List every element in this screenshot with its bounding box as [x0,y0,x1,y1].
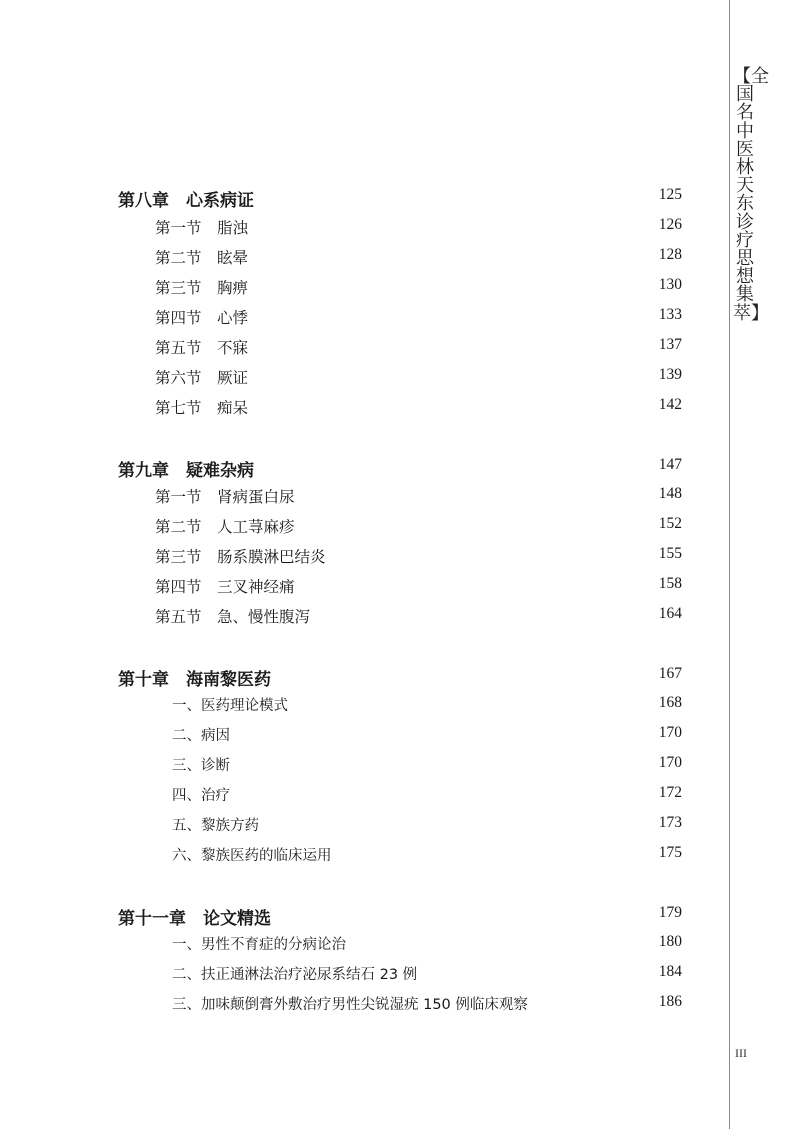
toc-section [0,272,729,302]
toc-section [0,362,729,392]
toc-entry-page: 168 [658,694,682,711]
toc-item [0,989,729,1019]
toc-entry-title: 第二节 人工荨麻疹 [155,518,295,536]
toc-entry-page: 133 [658,306,682,323]
toc-section [0,481,729,511]
toc-entry-title: 第三节 肠系膜淋巴结炎 [155,548,326,566]
toc-entry-title: 第十章 海南黎医药 [118,670,271,690]
toc-entry-page: 148 [658,485,682,502]
toc-item [0,780,729,810]
toc-section [0,212,729,242]
toc-entry-page: 152 [658,515,682,532]
toc-section [0,332,729,362]
toc-entry-title: 第二节 眩晕 [155,249,249,267]
toc-entry-page: 175 [658,844,682,861]
toc-item [0,959,729,989]
toc-section [0,601,729,631]
toc-entry-title: 六、黎族医药的临床运用 [172,848,332,864]
margin-divider-line [729,0,730,1129]
toc-item [0,690,729,720]
toc-entry-title: 二、病因 [172,728,230,744]
toc-entry-page: 170 [658,724,682,741]
toc-item [0,720,729,750]
toc-entry-title: 第一节 肾病蛋白尿 [155,488,295,506]
toc-section [0,571,729,601]
toc-entry-title: 第九章 疑难杂病 [118,461,254,481]
toc-entry-title: 五、黎族方药 [172,818,259,834]
toc-entry-title: 第四节 三叉神经痛 [155,578,295,596]
toc-entry-title: 四、治疗 [172,788,230,804]
toc-entry-page: 142 [658,396,682,413]
toc-entry-title: 第十一章 论文精选 [118,909,271,929]
toc-entry-page: 184 [658,963,682,980]
toc-item [0,750,729,780]
toc-entry-page: 130 [658,276,682,293]
toc-entry-page: 173 [658,814,682,831]
toc-entry-title: 第七节 痴呆 [155,399,249,417]
toc-section [0,242,729,272]
toc-entry-page: 126 [658,216,682,233]
toc-entry-page: 164 [658,605,682,622]
toc-chapter [0,452,729,482]
toc-entry-title: 二、扶正通淋法治疗泌尿系结石 23 例 [172,967,418,983]
toc-entry-title: 第五节 不寐 [155,339,249,357]
toc-section [0,302,729,332]
toc-entry-page: 139 [658,366,682,383]
toc-entry-title: 一、医药理论模式 [172,698,288,714]
toc-entry-page: 155 [658,545,682,562]
toc-section [0,541,729,571]
page-number: III [735,1046,747,1060]
toc-entry-title: 第五节 急、慢性腹泻 [155,608,311,626]
toc-entry-title: 第四节 心悸 [155,309,249,327]
toc-entry-title: 三、诊断 [172,758,230,774]
toc-chapter [0,900,729,930]
toc-chapter [0,661,729,691]
toc-item [0,929,729,959]
toc-item [0,810,729,840]
toc-section [0,511,729,541]
book-title-vertical: 【全国名中医林天东诊疗思想集萃】 [733,66,769,324]
toc-entry-title: 一、男性不育症的分病论治 [172,937,346,953]
toc-entry-page: 172 [658,784,682,801]
toc-entry-title: 三、加味颠倒膏外敷治疗男性尖锐湿疣 150 例临床观察 [172,997,528,1013]
toc-entry-title: 第三节 胸痹 [155,279,249,297]
toc-entry-title: 第六节 厥证 [155,369,249,387]
toc-section [0,392,729,422]
toc-entry-page: 137 [658,336,682,353]
toc-entry-page: 158 [658,575,682,592]
toc-entry-page: 170 [658,754,682,771]
toc-entry-page: 167 [658,665,682,682]
toc-chapter [0,182,729,212]
toc-entry-page: 179 [658,904,682,921]
toc-entry-title: 第八章 心系病证 [118,191,254,211]
toc-entry-page: 180 [658,933,682,950]
toc-entry-page: 147 [658,456,682,473]
toc-item [0,840,729,870]
toc-entry-page: 128 [658,246,682,263]
toc-entry-title: 第一节 脂浊 [155,219,249,237]
toc-entry-page: 186 [658,993,682,1010]
toc-entry-page: 125 [658,186,682,203]
